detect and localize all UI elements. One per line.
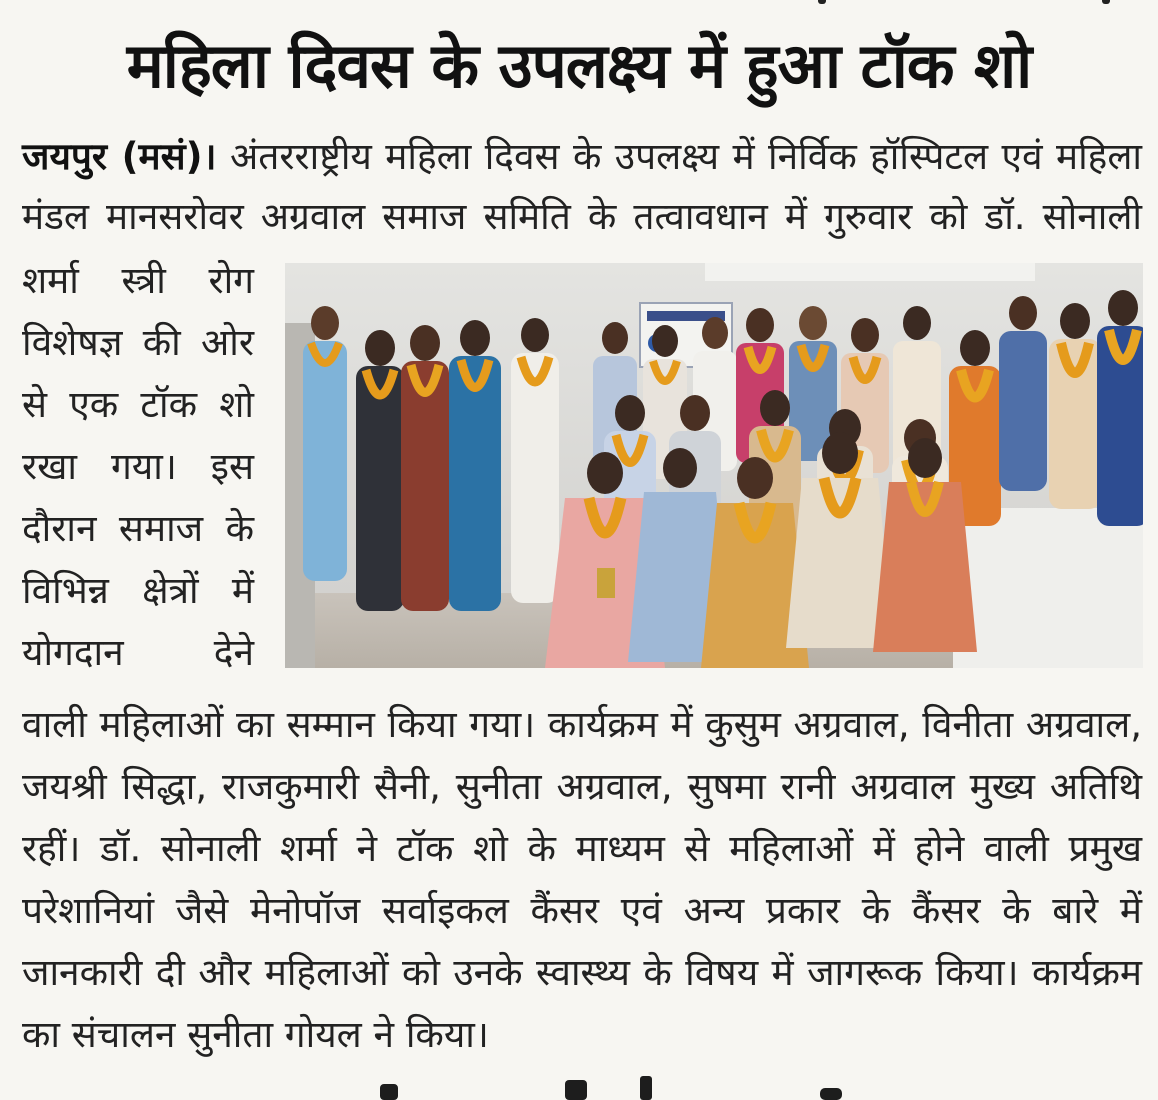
dateline: जयपुर (मसं)। — [22, 135, 217, 178]
cut-off-text-mark — [1102, 0, 1110, 4]
article-line-1 — [22, 135, 1142, 178]
article-line: जानकारी दी और महिलाओं को उनके स्वास्थ्य के विषय में जागरूक किया। कार्यक्रम — [22, 951, 1142, 994]
article-line: वाली महिलाओं का सम्मान किया गया। कार्यक्रम में कुसुम अग्रवाल, विनीता अग्रवाल, — [22, 703, 1142, 746]
seated-row — [545, 432, 977, 668]
line-text: अंतरराष्ट्रीय महिला दिवस के उपलक्ष्य में निर्विक हॉस्पिटल एवं महिला — [230, 135, 1142, 178]
headline: महिला दिवस के उपलक्ष्य में हुआ टॉक शो — [126, 29, 1032, 102]
next-headline-cutoff — [0, 1066, 1158, 1100]
article-line-2: मंडल मानसरोवर अग्रवाल समाज समिति के तत्वावधान में गुरुवार को डॉ. सोनाली — [22, 195, 1142, 238]
article-column-line: रखा गया। इस — [22, 445, 254, 488]
article-column-line: दौरान समाज के — [22, 507, 254, 550]
article-column-line: योगदान देने — [22, 631, 254, 674]
article-line: रहीं। डॉ. सोनाली शर्मा ने टॉक शो के माध्यम से महिलाओं में होने वाली प्रमुख — [22, 827, 1142, 870]
article-line: जयश्री सिद्धा, राजकुमारी सैनी, सुनीता अग्रवाल, सुषमा रानी अग्रवाल मुख्य अतिथि — [22, 765, 1142, 808]
article-line: परेशानियां जैसे मेनोपॉज सर्वाइकल कैंसर एवं अन्य प्रकार के कैंसर के बारे में — [22, 889, 1142, 932]
cut-off-text-mark — [818, 0, 826, 4]
event-group-photo — [285, 263, 1143, 668]
article-column-line: विशेषज्ञ की ओर — [22, 321, 254, 364]
article-column-line: विभिन्न क्षेत्रों में — [22, 569, 254, 612]
article-column-line: शर्मा स्त्री रोग — [22, 259, 254, 302]
article-line: का संचालन सुनीता गोयल ने किया। — [22, 1013, 489, 1056]
article-column-line: से एक टॉक शो — [22, 383, 254, 426]
